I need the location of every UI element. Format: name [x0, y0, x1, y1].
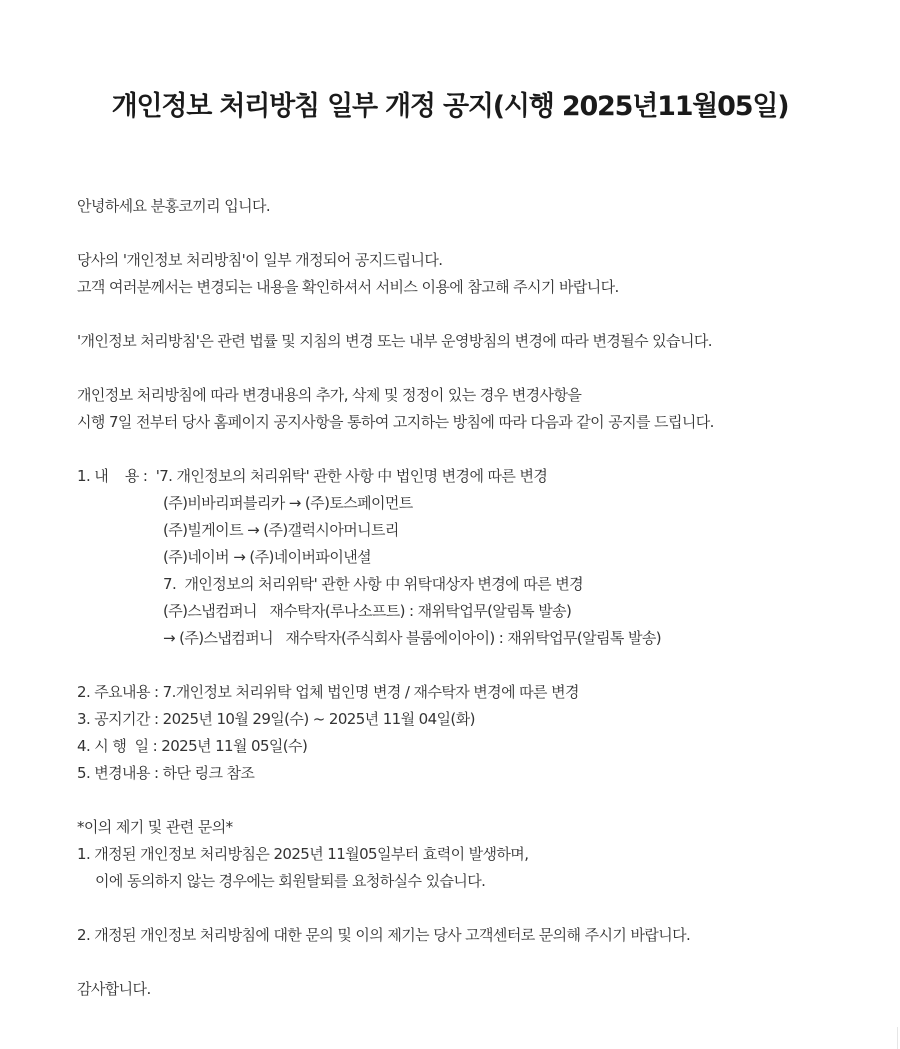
spacer: [77, 652, 877, 679]
closing-text: 감사합니다.: [77, 980, 151, 998]
intro-line: 고객 여러분께서는 변경되는 내용을 확인하셔서 서비스 이용에 참고해 주시기 바랍니다.: [77, 278, 619, 296]
content-detail-line: 7. 개인정보의 처리위탁' 관한 사항 中 위탁대상자 변경에 따른 변경: [163, 575, 583, 593]
objection-heading: *이의 제기 및 관련 문의*: [77, 818, 233, 836]
spacer: [77, 949, 877, 976]
effective-date-item: 4. 시 행 일 : 2025년 11월 05일(수): [77, 737, 308, 755]
spacer: [77, 355, 877, 382]
content-item: 1. 내 용 : '7. 개인정보의 처리위탁' 관한 사항 中 법인명 변경에 따른 변경: [77, 467, 548, 485]
change-note-line: 개인정보 처리방침에 따라 변경내용의 추가, 삭제 및 정정이 있는 경우 변경사항을: [77, 386, 582, 404]
greeting-text: 안녕하세요 분홍코끼리 입니다.: [77, 197, 271, 215]
change-note-line: 시행 7일 전부터 당사 홈페이지 공지사항을 통하여 고지하는 방침에 따라 다음과 같이 공지를 드립니다.: [77, 413, 714, 431]
policy-note: '개인정보 처리방침'은 관련 법률 및 지침의 변경 또는 내부 운영방침의 변경에 따라 변경될수 있습니다.: [77, 332, 712, 350]
notice-body: [77, 193, 877, 1003]
scroll-edge: [897, 1027, 898, 1049]
content-detail-line: (주)네이버 → (주)네이버파이낸셜: [163, 548, 371, 566]
content-detail-line: (주)비바리퍼블리카 → (주)토스페이먼트: [163, 494, 413, 512]
objection-item: 2. 개정된 개인정보 처리방침에 대한 문의 및 이의 제기는 당사 고객센터로 문의해 주시기 바랍니다.: [77, 926, 691, 944]
notice-period-item: 3. 공지기간 : 2025년 10월 29일(수) ~ 2025년 11월 04일(화): [77, 710, 475, 728]
spacer: [77, 301, 877, 328]
change-details-item: 5. 변경내용 : 하단 링크 참조: [77, 764, 255, 782]
summary-item: 2. 주요내용 : 7.개인정보 처리위탁 업체 법인명 변경 / 재수탁자 변경에 따른 변경: [77, 683, 579, 701]
content-detail-line: (주)스냅컴퍼니 재수탁자(루나소프트) : 재위탁업무(알림톡 발송): [163, 602, 572, 620]
content-detail-line: → (주)스냅컴퍼니 재수탁자(주식회사 블룸에이아이) : 재위탁업무(알림톡 발송): [163, 629, 661, 647]
spacer: [77, 787, 877, 814]
content-detail-line: (주)빌게이트 → (주)갤럭시아머니트리: [163, 521, 399, 539]
intro-line: 당사의 '개인정보 처리방침'이 일부 개정되어 공지드립니다.: [77, 251, 443, 269]
objection-item-continued: 이에 동의하지 않는 경우에는 회원탈퇴를 요청하실수 있습니다.: [95, 872, 486, 890]
spacer: [77, 895, 877, 922]
spacer: [77, 436, 877, 463]
notice-title: 개인정보 처리방침 일부 개정 공지(시행 2025년11월05일): [111, 91, 789, 122]
objection-item: 1. 개정된 개인정보 처리방침은 2025년 11월05일부터 효력이 발생하며,: [77, 845, 529, 863]
spacer: [77, 220, 877, 247]
